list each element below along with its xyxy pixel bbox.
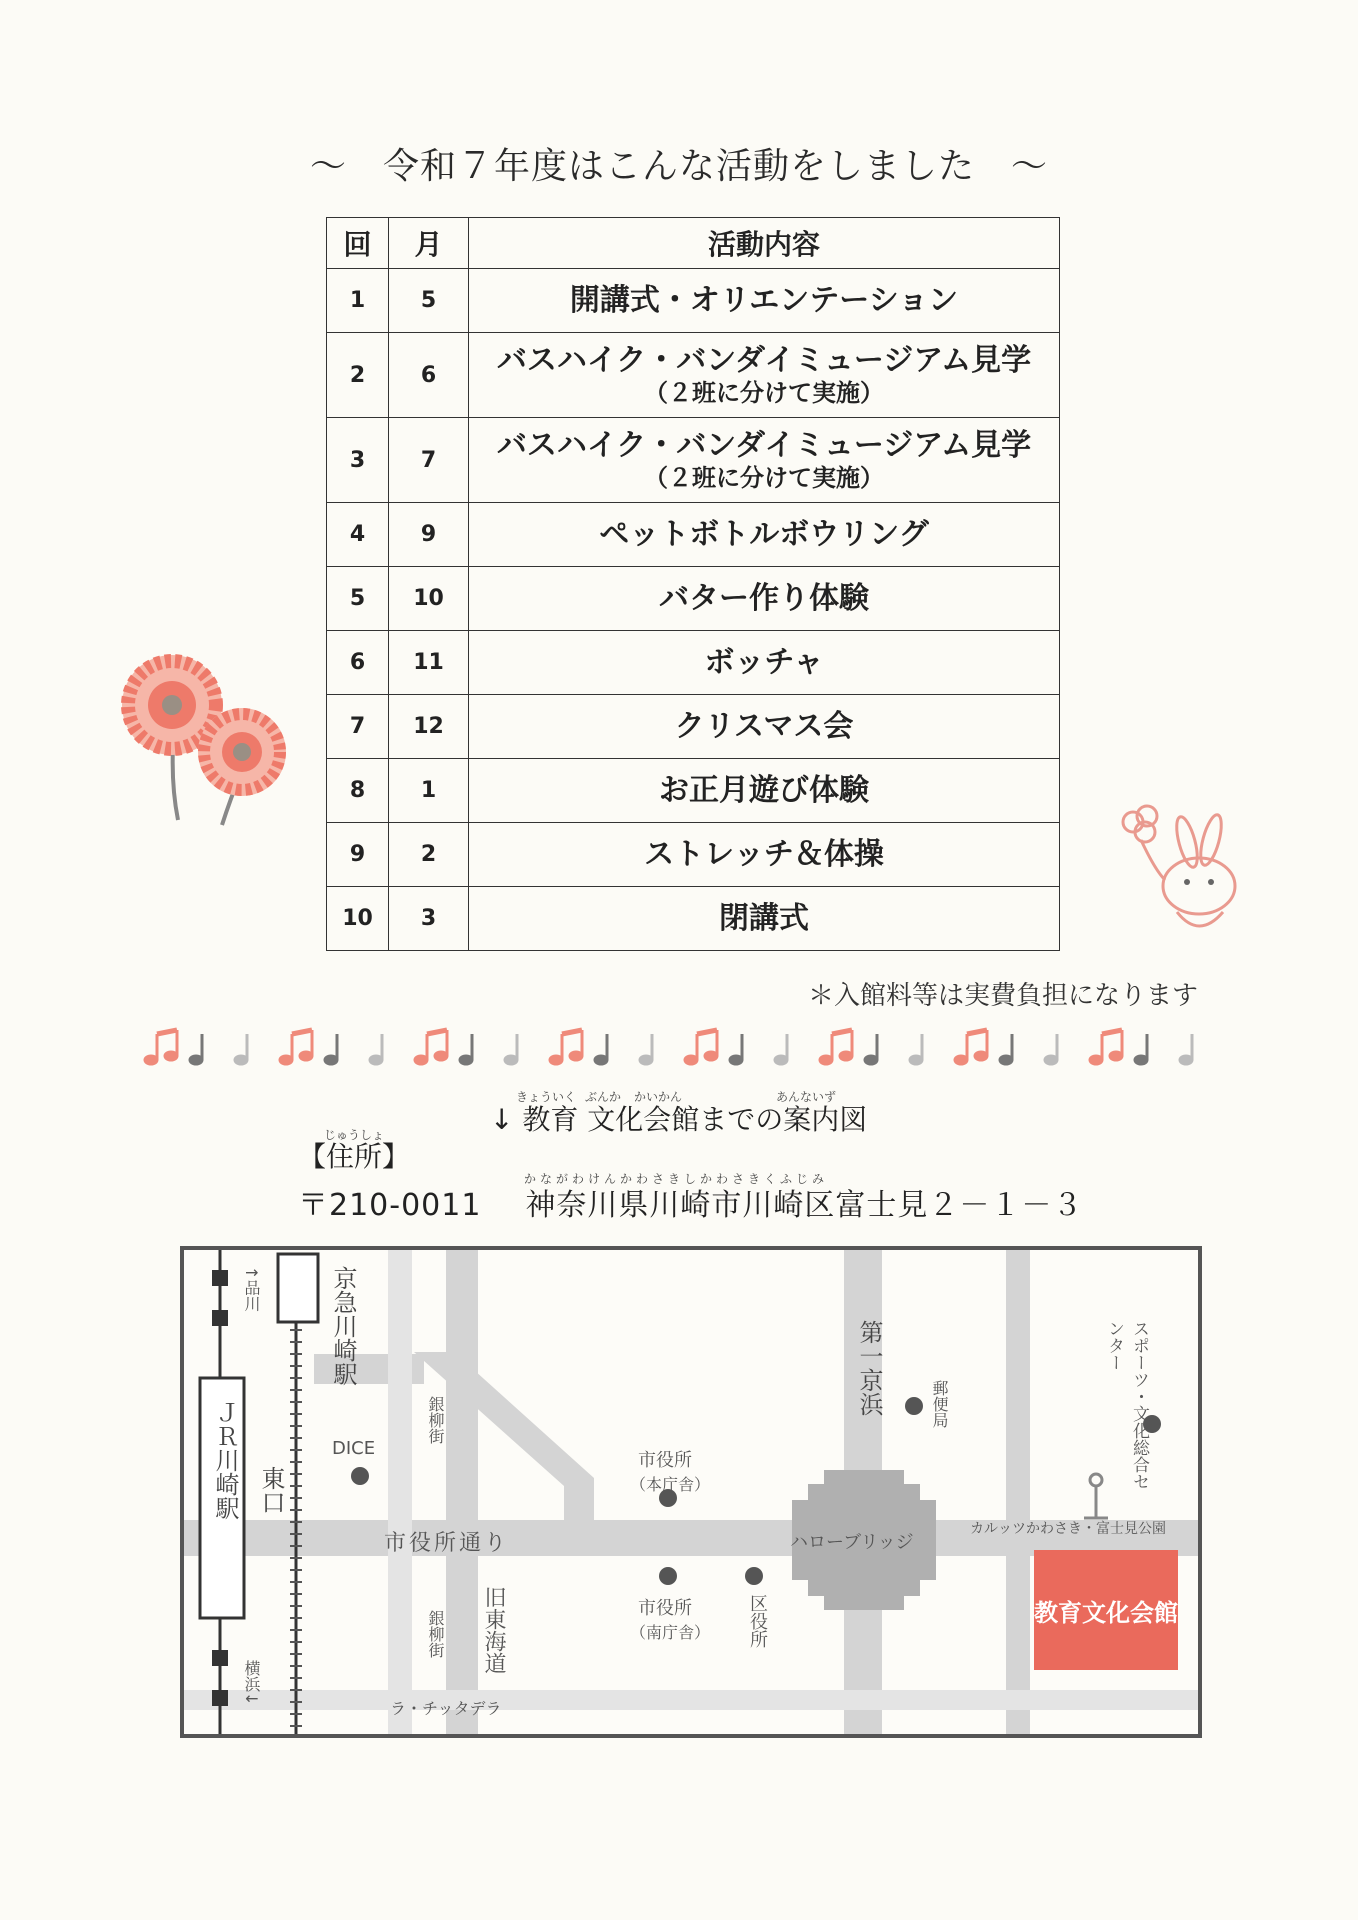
page-title (0, 138, 1358, 189)
activity-table (326, 217, 1060, 951)
address-text: 神奈川県川崎市川崎区富士見２－１－３ (525, 1188, 1084, 1223)
header-round: 回 (327, 218, 389, 269)
music-note-icon (234, 1034, 248, 1065)
music-note-icon (504, 1034, 518, 1065)
ward-office-label: 区役所 (747, 1594, 768, 1648)
activity-note: （２班に分けて実施） (644, 378, 884, 407)
keikyu-kawasaki-station-label: 京急川崎駅 (329, 1266, 357, 1386)
row-number: 8 (327, 759, 389, 823)
row-month: 7 (389, 418, 469, 503)
city-hall-south-sub-label: （南庁舎） (630, 1623, 711, 1642)
music-note-icon (999, 1034, 1013, 1065)
postal-code: 〒210-0011 (298, 1188, 482, 1223)
music-note-icon (1044, 1034, 1058, 1065)
activity-text: 開講式・オリエンテーション (569, 282, 959, 318)
row-number: 6 (327, 631, 389, 695)
table-row (327, 695, 1060, 759)
table-row (327, 333, 1060, 418)
row-number: 9 (327, 823, 389, 887)
ruby-address: かながわけんかわさきしかわさきくふじみ (524, 1172, 829, 1186)
music-note-icon (729, 1034, 743, 1065)
activity-text: ボッチャ (704, 644, 824, 680)
row-month: 2 (389, 823, 469, 887)
header-month: 月 (389, 218, 469, 269)
music-note-icon (1134, 1034, 1148, 1065)
row-month: 9 (389, 503, 469, 567)
row-activity (469, 503, 1060, 567)
music-note-icon (459, 1034, 473, 1065)
table-row (327, 887, 1060, 951)
east-exit-label: 東口 (257, 1466, 285, 1514)
row-number: 10 (327, 887, 389, 951)
activity-text: お正月遊び体験 (659, 772, 869, 808)
row-number: 4 (327, 503, 389, 567)
kyu-tokaido-label: 旧東海道 (481, 1586, 506, 1674)
activity-text: バター作り体験 (659, 580, 869, 616)
daiichi-keihin-label: 第一京浜 (855, 1320, 883, 1416)
row-activity (469, 567, 1060, 631)
table-row (327, 503, 1060, 567)
city-hall-main-sub-label: （本庁舎） (630, 1475, 711, 1494)
ruby-annaizu: あんないず (776, 1090, 837, 1104)
music-note-icon (1089, 1030, 1123, 1065)
to-shinagawa-label: ↑品川 (242, 1266, 261, 1312)
la-citta-label: ラ・チッタデラ (390, 1699, 502, 1718)
music-note-icon (909, 1034, 923, 1065)
jr-kawasaki-station-label: ＪＲ川崎駅 (211, 1400, 239, 1520)
down-arrow-icon: ↓ (490, 1103, 514, 1136)
title-text: 令和７年度はこんな活動をしました (382, 146, 975, 187)
activity-note: （２班に分けて実施） (644, 463, 884, 492)
music-notes-icon (135, 1020, 1235, 1080)
table-row (327, 567, 1060, 631)
shiyakusho-dori-label: 市役所通り (384, 1531, 510, 1556)
row-activity (469, 333, 1060, 418)
to-yokohama-label: 横浜↓ (242, 1660, 261, 1706)
row-activity (469, 759, 1060, 823)
dice-label: DICE (332, 1438, 376, 1459)
music-note-icon (639, 1034, 653, 1065)
music-note-icon (954, 1030, 988, 1065)
row-month: 12 (389, 695, 469, 759)
header-activity: 活動内容 (469, 218, 1060, 269)
row-activity (469, 887, 1060, 951)
ginryugai-north-label: 銀柳街 (426, 1396, 445, 1444)
activity-text: ペットボトルボウリング (599, 516, 929, 552)
bunny-icon (1105, 800, 1255, 950)
activity-text: バスハイク・バンダイミュージアム見学 (496, 342, 1032, 378)
music-note-icon (774, 1034, 788, 1065)
activity-text: クリスマス会 (674, 708, 854, 744)
activity-text: 閉講式 (719, 900, 809, 936)
row-number: 5 (327, 567, 389, 631)
music-note-icon (819, 1030, 853, 1065)
table-row (327, 631, 1060, 695)
address-label: 【住所】 (298, 1140, 411, 1173)
ginryugai-south-label: 銀柳街 (426, 1610, 445, 1658)
table-row (327, 418, 1060, 503)
table-row (327, 759, 1060, 823)
city-hall-south-label: 市役所 (638, 1598, 692, 1619)
row-activity (469, 695, 1060, 759)
title-left-mark: ～ (309, 146, 347, 187)
music-note-icon (369, 1034, 383, 1065)
row-month: 1 (389, 759, 469, 823)
table-row (327, 269, 1060, 333)
title-right-mark: ～ (1011, 146, 1049, 187)
ruby-kaikan: かいかん (634, 1090, 683, 1104)
city-hall-main-label: 市役所 (638, 1450, 692, 1471)
row-number: 2 (327, 333, 389, 418)
music-note-icon (684, 1030, 718, 1065)
park-label: カルッツかわさき・富士見公園 (970, 1521, 1166, 1537)
music-note-icon (279, 1030, 313, 1065)
row-activity (469, 631, 1060, 695)
row-number: 3 (327, 418, 389, 503)
row-month: 6 (389, 333, 469, 418)
ruby-bunka: ぶんか (585, 1090, 622, 1104)
sports-center-label: スポーツ・文化総合センター (1104, 1320, 1149, 1490)
row-number: 7 (327, 695, 389, 759)
address-line (298, 1180, 1083, 1224)
ruby-kyoiku: きょういく (516, 1090, 577, 1104)
table-row (327, 823, 1060, 887)
venue-marker (1034, 1550, 1178, 1670)
fee-footnote: ＊入館料等は実費負担になります (808, 981, 1199, 1011)
row-number: 1 (327, 269, 389, 333)
row-month: 11 (389, 631, 469, 695)
activity-text: ストレッチ＆体操 (644, 836, 884, 872)
table-header-row (327, 218, 1060, 269)
music-note-icon (549, 1030, 583, 1065)
flower-icon (112, 640, 292, 830)
venue-label: 教育文化会館 (1034, 1598, 1178, 1627)
ruby-jusho: じゅうしょ (324, 1128, 385, 1142)
post-office-label: 郵便局 (930, 1380, 949, 1428)
guide-map-text: 教育 文化会館までの案内図 (522, 1103, 868, 1136)
guide-map (180, 1246, 1202, 1738)
music-note-icon (414, 1030, 448, 1065)
music-note-icon (864, 1034, 878, 1065)
music-note-icon (324, 1034, 338, 1065)
row-month: 3 (389, 887, 469, 951)
activity-text: バスハイク・バンダイミュージアム見学 (496, 427, 1032, 463)
row-activity (469, 269, 1060, 333)
music-note-icon (189, 1034, 203, 1065)
music-note-icon (1179, 1034, 1193, 1065)
music-note-icon (144, 1030, 178, 1065)
hello-bridge-label: ハローブリッジ (790, 1532, 914, 1553)
music-note-icon (594, 1034, 608, 1065)
row-activity (469, 823, 1060, 887)
row-activity (469, 418, 1060, 503)
row-month: 5 (389, 269, 469, 333)
row-month: 10 (389, 567, 469, 631)
